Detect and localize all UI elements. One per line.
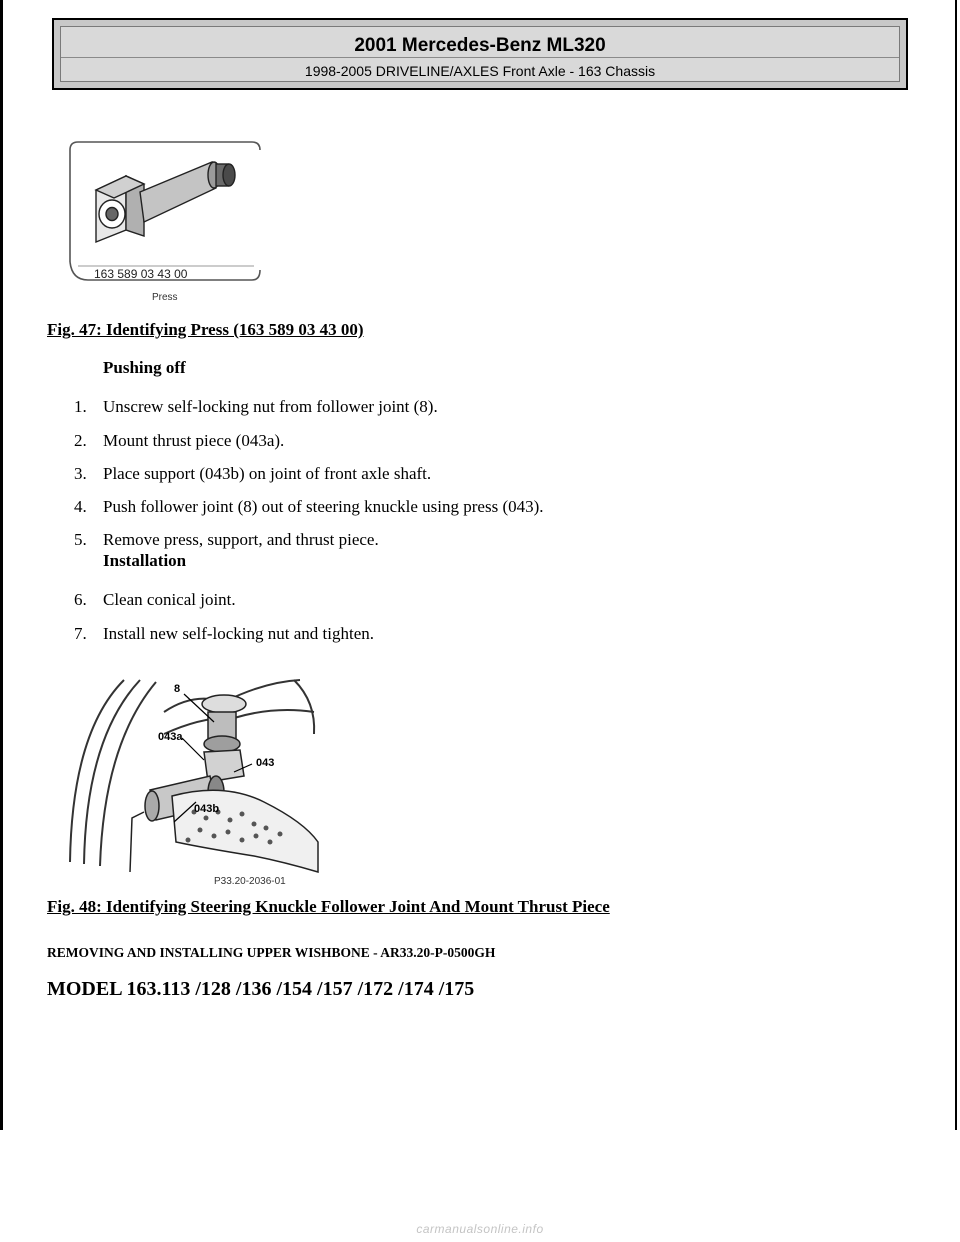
step-text: Place support (043b) on joint of front axle shaft. bbox=[103, 464, 432, 483]
step-text: Clean conical joint. bbox=[103, 590, 236, 609]
figure-48-code: P33.20-2036-01 bbox=[214, 876, 286, 886]
installation-heading: Installation bbox=[103, 551, 187, 570]
step-2 bbox=[74, 431, 284, 451]
header-subtitle: 1998-2005 DRIVELINE/AXLES Front Axle - 163 Chassis bbox=[304, 63, 656, 79]
step-3 bbox=[74, 464, 431, 484]
header-divider bbox=[61, 57, 899, 58]
figure-48-caption: Fig. 48: Identifying Steering Knuckle Follower Joint And Mount Thrust Piece bbox=[47, 897, 610, 916]
step-1 bbox=[74, 397, 438, 417]
step-text: Unscrew self-locking nut from follower joint (8). bbox=[103, 397, 438, 416]
step-text: Mount thrust piece (043a). bbox=[103, 431, 285, 450]
step-4 bbox=[74, 497, 544, 517]
step-number: 7. bbox=[74, 624, 87, 643]
step-number: 2. bbox=[74, 431, 87, 450]
procedure-title: REMOVING AND INSTALLING UPPER WISHBONE - AR33.20-P-0500GH bbox=[47, 945, 496, 960]
step-number: 6. bbox=[74, 590, 87, 609]
figure-48-steering-knuckle-illustration bbox=[64, 672, 320, 886]
step-text: Install new self-locking nut and tighten. bbox=[103, 624, 374, 643]
model-line: MODEL 163.113 /128 /136 /154 /157 /172 /174 /175 bbox=[47, 978, 475, 1000]
step-number: 3. bbox=[74, 464, 87, 483]
step-6 bbox=[74, 590, 236, 610]
step-7 bbox=[74, 624, 374, 644]
header-title: 2001 Mercedes-Benz ML320 bbox=[354, 35, 606, 56]
page-border-right bbox=[955, 0, 957, 1130]
pushing-off-heading: Pushing off bbox=[103, 358, 186, 377]
step-text: Push follower joint (8) out of steering knuckle using press (043). bbox=[103, 497, 544, 516]
figure-48-label-press: 043 bbox=[256, 757, 275, 769]
document-header bbox=[52, 18, 908, 90]
figure-47-caption: Fig. 47: Identifying Press (163 589 03 43 00) bbox=[47, 320, 364, 339]
step-5 bbox=[74, 530, 379, 550]
step-number: 4. bbox=[74, 497, 87, 516]
step-number: 5. bbox=[74, 530, 87, 549]
watermark-footer: carmanualsonline.info bbox=[416, 1222, 544, 1236]
header-inner-frame bbox=[60, 26, 900, 82]
page-border-left bbox=[0, 0, 3, 1130]
figure-47-part-number: 163 589 03 43 00 bbox=[94, 267, 188, 281]
step-text: Remove press, support, and thrust piece. bbox=[103, 530, 379, 549]
figure-47-tool-label: Press bbox=[152, 292, 178, 303]
figure-47-press-illustration bbox=[66, 138, 266, 306]
step-number: 1. bbox=[74, 397, 87, 416]
figure-48-label-thrust-piece: 043a bbox=[158, 731, 183, 743]
figure-48-label-joint: 8 bbox=[174, 683, 181, 695]
figure-48-label-support: 043b bbox=[194, 803, 220, 815]
